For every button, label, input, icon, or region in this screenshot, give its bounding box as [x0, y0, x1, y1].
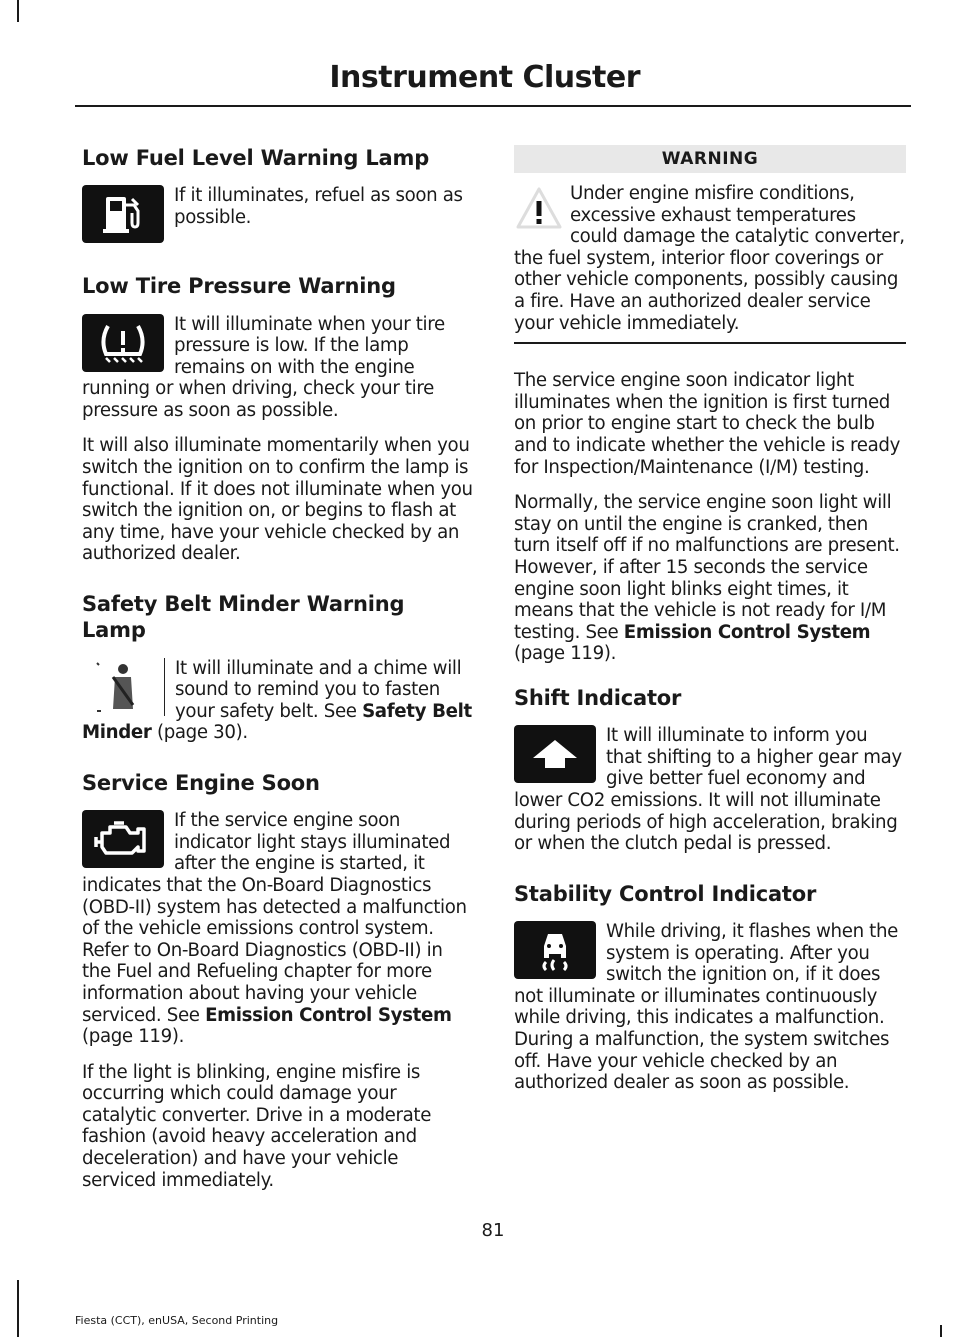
section-heading: Low Fuel Level Warning Lamp	[82, 146, 430, 170]
crop-mark-bottom-left	[17, 1280, 19, 1337]
emission-control-system-link[interactable]: Emission Control System	[205, 1004, 452, 1026]
warning-title: WARNING	[514, 145, 906, 173]
body-text: Normally, the service engine soon light will stay on until the engine is cranked, then turn itself off if no malfunctions are present. However, if after 15 seconds the service engine soon light blinks eight times, it means that the vehicle is not ready for I/M testing. See Emission Control System (page 119).	[514, 492, 900, 665]
crop-mark-bottom-right	[940, 1325, 942, 1337]
section-tire-pressure	[82, 273, 474, 565]
emission-control-system-link[interactable]: Emission Control System	[623, 621, 871, 643]
body-text: The service engine soon indicator light illuminates when the ignition is first turned on prior to engine start to check the bulb and to indicate whether the vehicle is ready for Inspection/Maintenance (I/M) testing.	[514, 370, 900, 478]
fuel-pump-icon	[82, 185, 164, 243]
warning-box	[514, 183, 906, 344]
warning-triangle-icon	[514, 185, 566, 233]
page-number: 81	[481, 1220, 505, 1241]
right-column	[514, 145, 906, 1120]
stability-control-icon	[514, 921, 596, 979]
section-text: It will illuminate and a chime will sound to remind you to fasten your safety belt. See Safety Belt Minder (page 30).	[82, 657, 472, 744]
shift-up-arrow-icon	[514, 725, 596, 783]
warning-text: Under engine misfire conditions, excessive exhaust temperatures could damage the catalytic converter, the fuel system, interior floor coverings or other vehicle components, possibly causing a fire. Have an authorized dealer service your vehicle immediately.	[514, 183, 905, 334]
section-text: If it illuminates, refuel as soon as possible.	[174, 185, 463, 228]
section-text: If the light is blinking, engine misfire is occurring which could damage your catalytic converter. Drive in a moderate fashion (avoid heavy acceleration and deceleration) and have your vehicle serviced immediately.	[82, 1061, 432, 1191]
section-text: It will also illuminate momentarily when you switch the ignition on to confirm the lamp is functional. If it does not illuminate when you switch the ignition on, or begins to flash at any time, have your vehicle checked by an authorized dealer.	[82, 435, 473, 565]
section-text: If the service engine soon indicator light stays illuminated after the engine is started, it indicates that the On-Board Diagnostics (OBD-II) system has detected a malfunction of the vehicle emissions control system. Refer to On-Board Diagnostics (OBD-II) in the Fuel and Refueling chapter for more information about having your vehicle serviced. See Emission Control System (page 119).	[82, 810, 467, 1048]
left-column	[82, 145, 474, 1217]
section-heading: Stability Control Indicator	[514, 881, 817, 906]
footer-text: Fiesta (CCT), enUSA, Second Printing	[75, 1314, 279, 1327]
section-heading: Safety Belt Minder Warning Lamp	[82, 592, 405, 643]
safety-belt-icon	[82, 658, 165, 716]
section-service-engine	[82, 770, 474, 1191]
section-low-fuel	[82, 145, 474, 247]
section-safety-belt	[82, 591, 474, 744]
section-text: It will illuminate to inform you that shifting to a higher gear may give better fuel economy and lower CO2 emissions. It will not illuminate during periods of high acceleration, braking or when the clutch pedal is pressed.	[514, 725, 902, 855]
section-heading: Shift Indicator	[514, 685, 682, 710]
section-heading: Service Engine Soon	[82, 770, 320, 795]
safety-belt-minder-link[interactable]: Safety Belt Minder	[82, 700, 472, 744]
section-shift-indicator	[514, 685, 906, 855]
header-rule	[75, 105, 911, 107]
crop-mark-top-left	[17, 0, 19, 22]
section-heading: Low Tire Pressure Warning	[82, 274, 396, 299]
section-text: It will illuminate when your tire pressure is low. If the lamp remains on with the engine running or when driving, check your tire pressure as soon as possible.	[82, 313, 445, 421]
section-text: While driving, it flashes when the system is operating. After you switch the ignition on, if it does not illuminate or illuminates continuously while driving, this indicates a malfunction. During a malfunction, the system switches off. Have your vehicle checked by an authorized dealer as soon as possible.	[514, 920, 898, 1094]
tire-pressure-icon	[82, 314, 164, 372]
engine-icon	[82, 810, 164, 868]
section-stability-control	[514, 881, 906, 1094]
page-title: Instrument Cluster	[329, 60, 640, 95]
